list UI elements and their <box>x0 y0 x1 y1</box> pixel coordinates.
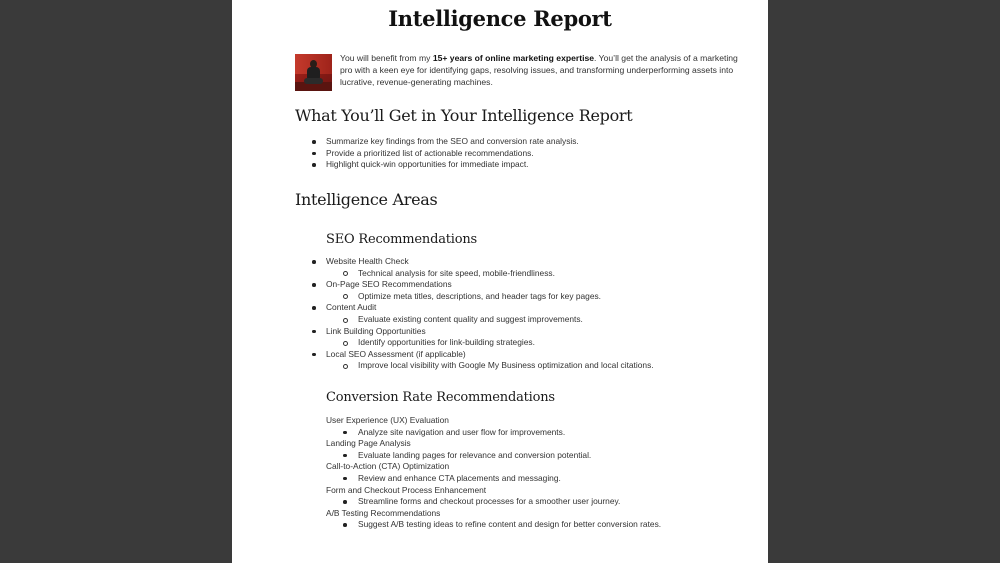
list-subitem: Suggest A/B testing ideas to refine content and design for better conversion rates. <box>326 519 661 531</box>
list-subitem: Review and enhance CTA placements and messaging. <box>326 473 661 485</box>
list-item: Website Health Check <box>326 256 654 268</box>
list-item: Content Audit <box>326 302 654 314</box>
author-photo <box>295 54 332 91</box>
list-item: Local SEO Assessment (if applicable) <box>326 349 654 361</box>
get-section-heading: What You’ll Get in Your Intelligence Report <box>295 106 633 125</box>
list-subitem: Evaluate landing pages for relevance and conversion potential. <box>326 450 661 462</box>
list-item: User Experience (UX) Evaluation <box>326 415 449 425</box>
intro-paragraph <box>340 52 750 89</box>
list-subitem: Technical analysis for site speed, mobile-friendliness. <box>326 268 654 280</box>
intro-text-after: . You’ll get the analysis of a marketing pro with a keen eye for identifying gaps, resolving issues, and transforming underperforming assets into lucrative, revenue-generating machines. <box>340 53 738 88</box>
list-subitem: Improve local visibility with Google My Business optimization and local citations. <box>326 360 654 372</box>
list-subitem: Identify opportunities for link-building strategies. <box>326 337 654 349</box>
list-item: Summarize key findings from the SEO and conversion rate analysis. <box>326 136 579 148</box>
list-subitem: Evaluate existing content quality and suggest improvements. <box>326 314 654 326</box>
list-subitem: Analyze site navigation and user flow for improvements. <box>326 427 661 439</box>
list-item: Call-to-Action (CTA) Optimization <box>326 461 450 472</box>
page-title: Intelligence Report <box>388 6 612 31</box>
intro-bold: 15+ years of online marketing expertise <box>432 53 595 63</box>
document-page <box>232 0 768 563</box>
areas-heading: Intelligence Areas <box>295 190 438 209</box>
seo-list <box>326 256 654 372</box>
list-item: Highlight quick-win opportunities for immediate impact. <box>326 159 579 171</box>
list-item: On-Page SEO Recommendations <box>326 279 654 291</box>
list-item: Form and Checkout Process Enhancement <box>326 484 487 495</box>
list-item: Provide a prioritized list of actionable recommendations. <box>326 148 579 160</box>
cro-list <box>326 415 661 531</box>
cro-heading: Conversion Rate Recommendations <box>326 390 555 405</box>
list-item: Link Building Opportunities <box>326 326 654 338</box>
list-item: A/B Testing Recommendations <box>326 507 441 518</box>
list-subitem: Streamline forms and checkout processes for a smoother user journey. <box>326 496 661 508</box>
intro-text-before: You will benefit from my <box>340 53 433 63</box>
list-item: Landing Page Analysis <box>326 438 411 449</box>
get-section-list <box>326 136 579 171</box>
seo-heading: SEO Recommendations <box>326 232 478 247</box>
list-subitem: Optimize meta titles, descriptions, and header tags for key pages. <box>326 291 654 303</box>
